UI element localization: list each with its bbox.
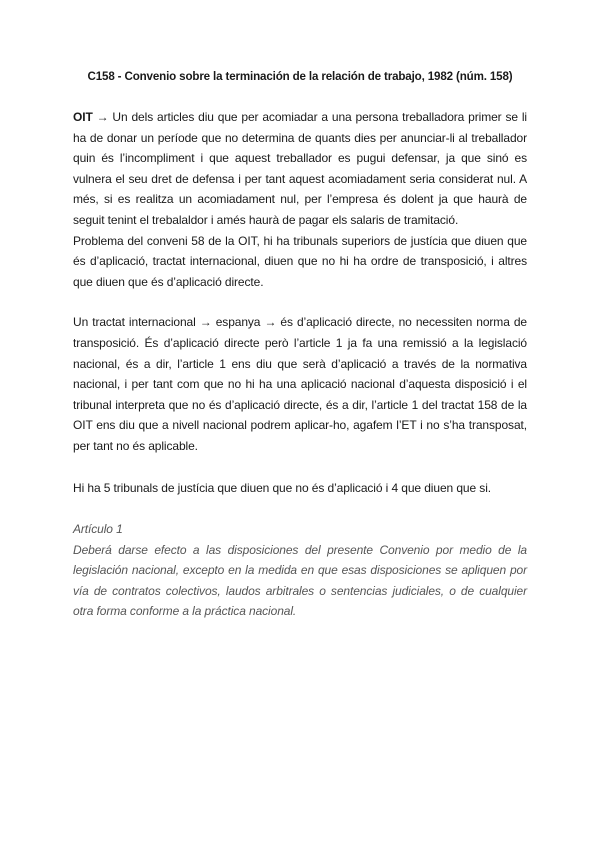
paragraph-problem: Problema del conveni 58 de la OIT, hi ha tribunals superiors de justícia que diuen que és d’aplicació, tractat internacional, diuen que no hi ha ordre de transposició, i altres que diuen que és d’aplicació directe. xyxy=(73,233,527,289)
article-body: Deberá darse efecto a las disposiciones del presente Convenio por medio de la legislación nacional, excepto en la medida en que esas disposiciones se apliquen por vía de contratos colectivos, laudos arbitrales o sentencias judiciales, o de cualquier otra forma conforme a la práctica nacional. xyxy=(73,542,527,619)
paragraph-oit xyxy=(73,107,527,231)
document-page xyxy=(73,66,527,622)
paragraph-oit-text: → Un dels articles diu que per acomiadar a una persona treballadora primer se li ha de donar un període que no determina de quants dies per anunciar-li al treballador quin és l’incompliment i que aquest treballador es pugui defensar, ja que sinó es vulnera el seu dret de defensa i per tant aquest acomiadament seria considerat nul. A més, si es realitza un acomiadament nul, per l’empresa és dolent ja que haurà de seguit tenint el trebalaldor i amés haurà de pagar els salaris de tramitació. xyxy=(73,110,527,227)
document-title: C158 - Convenio sobre la terminación de la relación de trabajo, 1982 (núm. 158) xyxy=(87,70,513,83)
article-heading: Artículo 1 xyxy=(73,522,123,537)
paragraph-oit-lead: OIT xyxy=(73,110,93,124)
paragraph-tribunals: Hi ha 5 tribunals de justícia que diuen que no és d’aplicació i 4 que diuen que si. xyxy=(73,480,491,495)
paragraph-treaty: Un tractat internacional → espanya → és d’aplicació directe, no necessiten norma de transposició. És d’aplicació directe però l’article 1 ja fa una remissió a la legislació nacional, és a dir, l’article 1 ens diu que serà d’aplicació a través de la normativa nacional, i per tant com que no hi ha una aplicació nacional d’aquesta disposició i el tribunal interpreta que no és d’aplicació directe, és a dir, l’article 1 del tractat 158 de la OIT ens diu que a nivell nacional podrem aplicar-ho, agafem l’ET i no s’ha transposat, per tant no és aplicable. xyxy=(73,315,527,453)
